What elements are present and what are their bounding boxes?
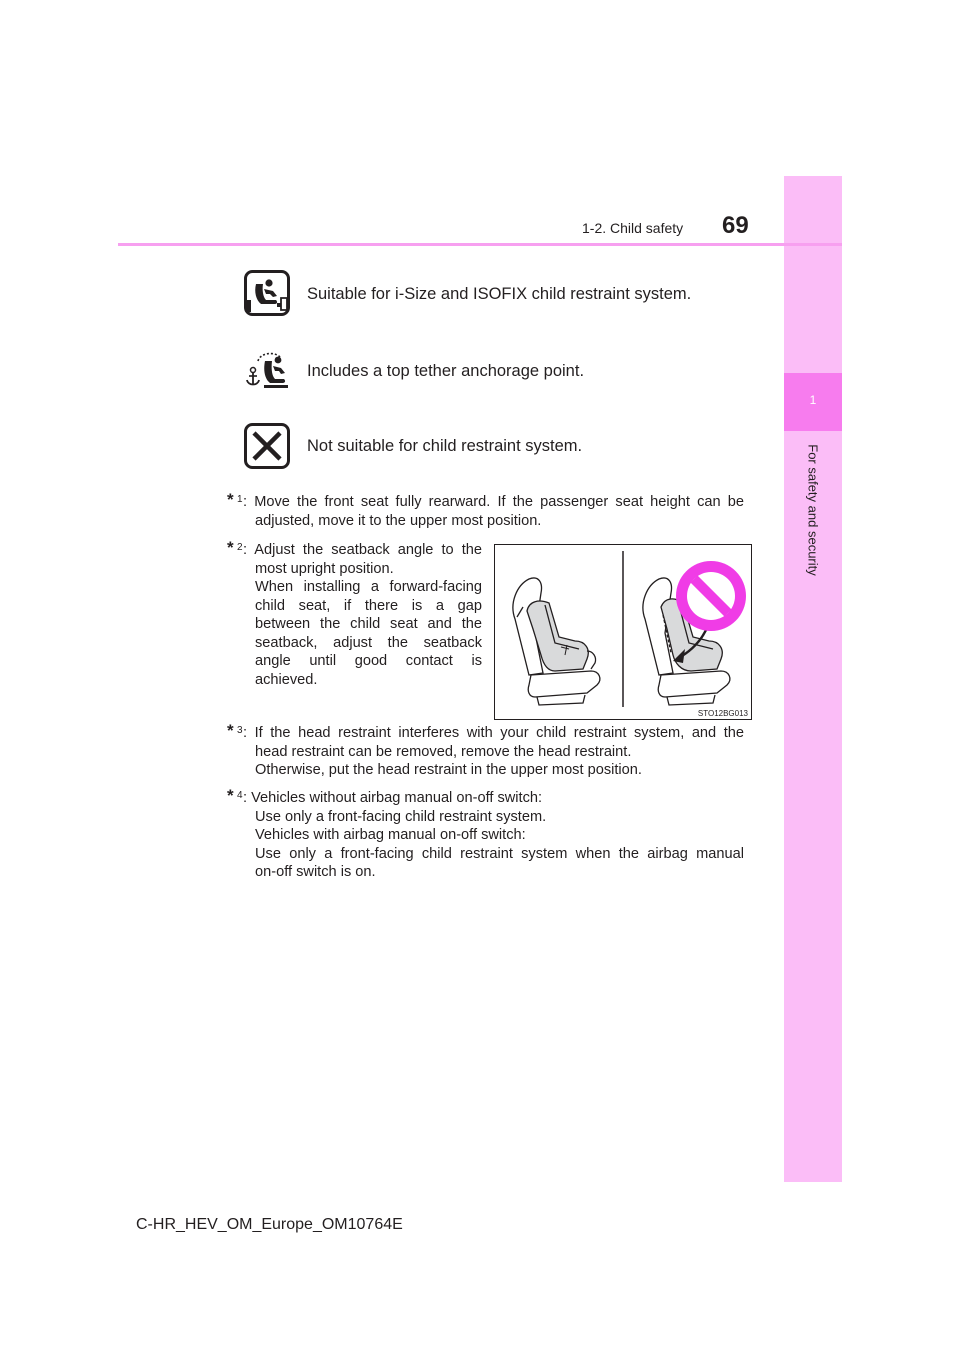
footnote-line: between the child seat and the [255,616,482,632]
prohibition-icon [676,561,746,631]
footnote-number: 3 [237,725,243,736]
legend-text-isofix: Suitable for i-Size and ISOFIX child restraint system. [307,285,692,303]
footnote-line: Otherwise, put the head restraint in the upper most position. [255,762,642,778]
footnote-2 [226,538,488,697]
seat-correct-illustration [513,578,600,705]
footnote-4 [226,786,746,885]
footnote-text [243,541,482,689]
section-title: 1-2. Child safety [582,220,684,236]
footnote-marker: * [227,721,234,740]
document-id: C-HR_HEV_OM_Europe_OM10764E [136,1216,403,1233]
footnote-line: : Adjust the seatback angle to the [243,542,482,558]
chapter-number: 1 [809,393,817,407]
footnote-line: seatback, adjust the seatback [255,634,482,651]
footnote-line: adjusted, move it to the upper most position. [255,512,542,529]
legend-text-not-suitable: Not suitable for child restraint system. [307,437,583,455]
footnote-line: Use only a front-facing child restraint system when the airbag manual [255,845,744,862]
chapter-title: For safety and security [805,444,821,576]
seatback-angle-figure [494,544,752,720]
footnote-text [243,724,744,780]
footnote-line: : Move the front seat fully rearward. If the passenger seat height can be [243,494,744,510]
footnote-line: When installing a forward-facing [255,579,482,595]
footnote-line: angle until good contact is [255,653,482,669]
footnote-marker: * [227,538,234,557]
footnote-line: head restraint can be removed, remove the head restraint. [255,743,632,760]
page-number: 69 [722,212,749,239]
header-rule [118,243,842,246]
footnote-text [243,493,744,530]
footnote-line: on-off switch is on. [255,864,376,880]
footnote-marker: * [227,490,234,509]
isofix-child-seat-icon [244,270,290,316]
footnote-text [243,789,744,882]
footnote-number: 2 [237,542,243,553]
footnote-line: Vehicles with airbag manual on-off switch: [255,827,526,843]
figure-code: STO12BG013 [697,709,748,718]
footnote-line: : If the head restraint interferes with your child restraint system, and the [243,725,744,741]
footnote-line: child seat, if there is a gap [255,597,482,614]
legend-text-top-tether: Includes a top tether anchorage point. [307,362,585,380]
footnote-line: Use only a front-facing child restraint system. [255,808,547,825]
footnote-number: 4 [237,790,243,801]
footnote-line: most upright position. [255,560,394,577]
footnote-line: : Vehicles without airbag manual on-off switch: [243,790,543,806]
top-tether-anchor-icon [244,349,290,395]
chapter-side-tab [784,176,842,1182]
not-suitable-cross-icon [244,423,290,469]
footnote-3 [226,721,746,782]
footnote-number: 1 [237,494,243,505]
footnote-line: achieved. [255,671,318,688]
footnote-1 [226,490,746,533]
footnote-marker: * [227,786,234,805]
